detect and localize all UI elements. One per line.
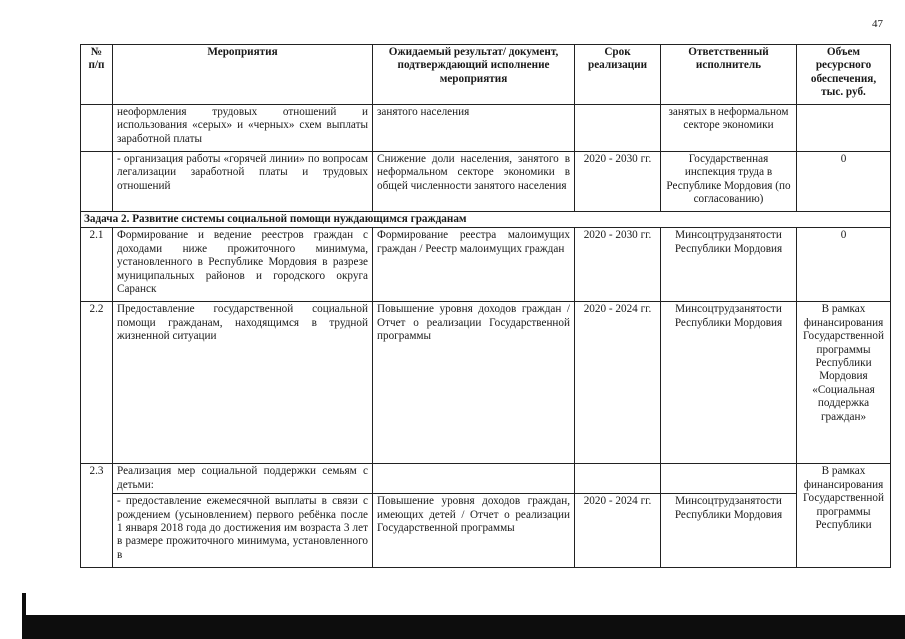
header-term: Срок реализации xyxy=(575,45,661,105)
cell-result: занятого населения xyxy=(373,105,575,152)
cell-event: неоформления трудовых отношений и использования «серых» и «черных» схем выплаты заработной платы xyxy=(113,105,373,152)
cell-event: - предоставление ежемесячной выплаты в связи с рождением (усыновлением) первого ребёнка после 1 января 2018 года до достижения им возраста 3 лет в размере прожиточного минимума, установленного в xyxy=(113,494,373,568)
cell-term: 2020 - 2030 гг. xyxy=(575,228,661,302)
cell-num: 2.3 xyxy=(81,464,113,568)
cell-event: Предоставление государственной социальной помощи гражданам, находящимся в трудной жизненной ситуации xyxy=(113,302,373,464)
cell-event: Реализация мер социальной поддержки семьям с детьми: xyxy=(113,464,373,494)
cell-term xyxy=(575,105,661,152)
table-row xyxy=(81,105,891,152)
cell-responsible: Минсоцтрудзанятости Республики Мордовия xyxy=(661,494,797,568)
cell-volume: 0 xyxy=(797,152,891,212)
table-header-row xyxy=(81,45,891,105)
cell-responsible: Минсоцтрудзанятости Республики Мордовия xyxy=(661,302,797,464)
cell-volume: 0 xyxy=(797,228,891,302)
header-responsible: Ответственный исполнитель xyxy=(661,45,797,105)
cell-num xyxy=(81,105,113,152)
table-row xyxy=(81,228,891,302)
header-volume: Объем ресурсного обеспечения, тыс. руб. xyxy=(797,45,891,105)
cell-result: Повышение уровня доходов граждан / Отчет о реализации Государственной программы xyxy=(373,302,575,464)
cell-term: 2020 - 2030 гг. xyxy=(575,152,661,212)
header-event: Мероприятия xyxy=(113,45,373,105)
cell-responsible: занятых в неформальном секторе экономики xyxy=(661,105,797,152)
measures-table xyxy=(80,44,891,568)
cell-volume: В рамках финансирования Государственной программы Республики xyxy=(797,464,891,568)
cell-num: 2.2 xyxy=(81,302,113,464)
task-heading: Задача 2. Развитие системы социальной помощи нуждающимся гражданам xyxy=(81,212,891,228)
cell-num: 2.1 xyxy=(81,228,113,302)
scan-edge-bottom xyxy=(22,615,905,639)
cell-responsible xyxy=(661,464,797,494)
table-row xyxy=(81,494,891,568)
cell-term: 2020 - 2024 гг. xyxy=(575,494,661,568)
table-row xyxy=(81,152,891,212)
cell-term: 2020 - 2024 гг. xyxy=(575,302,661,464)
cell-volume xyxy=(797,105,891,152)
cell-result: Формирование реестра малоимущих граждан / Реестр малоимущих граждан xyxy=(373,228,575,302)
header-num: № п/п xyxy=(81,45,113,105)
cell-volume: В рамках финансирования Государственной программы Республики Мордовия «Социальная поддержка граждан» xyxy=(797,302,891,464)
cell-result: Повышение уровня доходов граждан, имеющих детей / Отчет о реализации Государственной программы xyxy=(373,494,575,568)
document-table-wrapper xyxy=(80,44,891,568)
cell-responsible: Государственная инспекция труда в Республике Мордовия (по согласованию) xyxy=(661,152,797,212)
header-result: Ожидаемый результат/ документ, подтверждающий исполнение мероприятия xyxy=(373,45,575,105)
page-number: 47 xyxy=(872,18,883,30)
task-row xyxy=(81,212,891,228)
table-row xyxy=(81,302,891,464)
cell-responsible: Минсоцтрудзанятости Республики Мордовия xyxy=(661,228,797,302)
cell-num xyxy=(81,152,113,212)
table-row xyxy=(81,464,891,494)
cell-result xyxy=(373,464,575,494)
cell-event: Формирование и ведение реестров граждан с доходами ниже прожиточного минимума, установленного в Республике Мордовия в разрезе муниципальных районов и городского округа Саранск xyxy=(113,228,373,302)
cell-event: - организация работы «горячей линии» по вопросам легализации заработной платы и трудовых отношений xyxy=(113,152,373,212)
cell-result: Снижение доли населения, занятого в неформальном секторе экономики в общей численности занятого населения xyxy=(373,152,575,212)
cell-term xyxy=(575,464,661,494)
